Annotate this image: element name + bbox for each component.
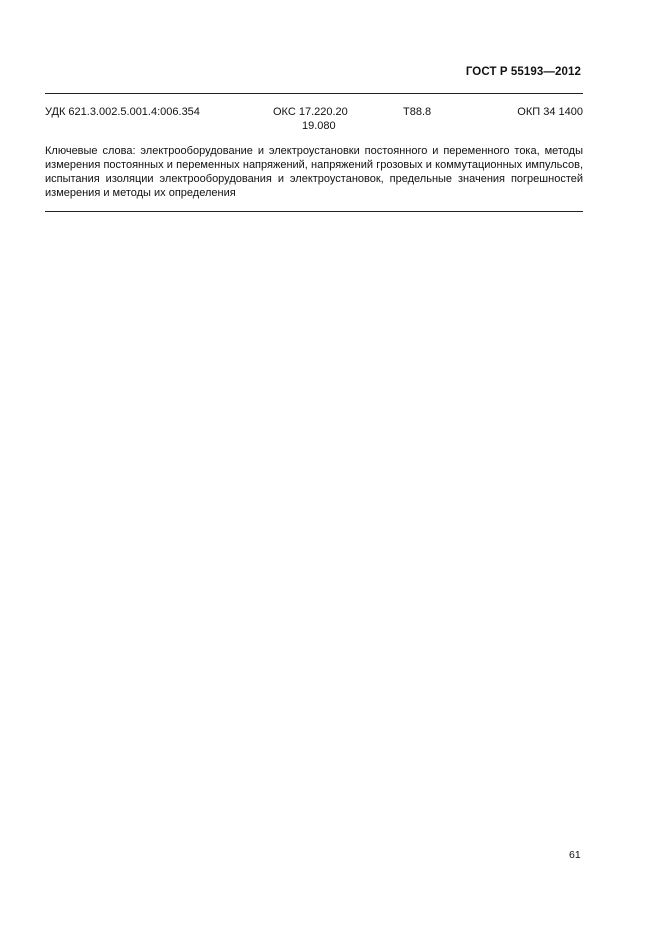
oks-code-block — [273, 105, 348, 133]
okp-code: ОКП 34 1400 — [517, 106, 583, 118]
t-code: Т88.8 — [403, 106, 432, 118]
top-divider — [45, 93, 583, 94]
oks-code-primary: ОКС 17.220.20 — [273, 106, 348, 118]
bottom-divider — [45, 211, 583, 212]
oks-code-secondary: 19.080 — [302, 120, 336, 132]
document-code: ГОСТ Р 55193—2012 — [465, 66, 581, 78]
udk-code: УДК 621.3.002.5.001.4:006.354 — [45, 106, 200, 118]
keywords-paragraph: Ключевые слова: электрооборудование и электроустановки постоянного и переменного тока, методы измерения постоянных и переменных напряжений, напряжений грозовых и коммутационных импульсов, испытания изоляции электрооборудования и электроустановок, предельные значения погрешностей измерения и методы их определения — [45, 145, 583, 199]
page-number: 61 — [569, 849, 581, 861]
